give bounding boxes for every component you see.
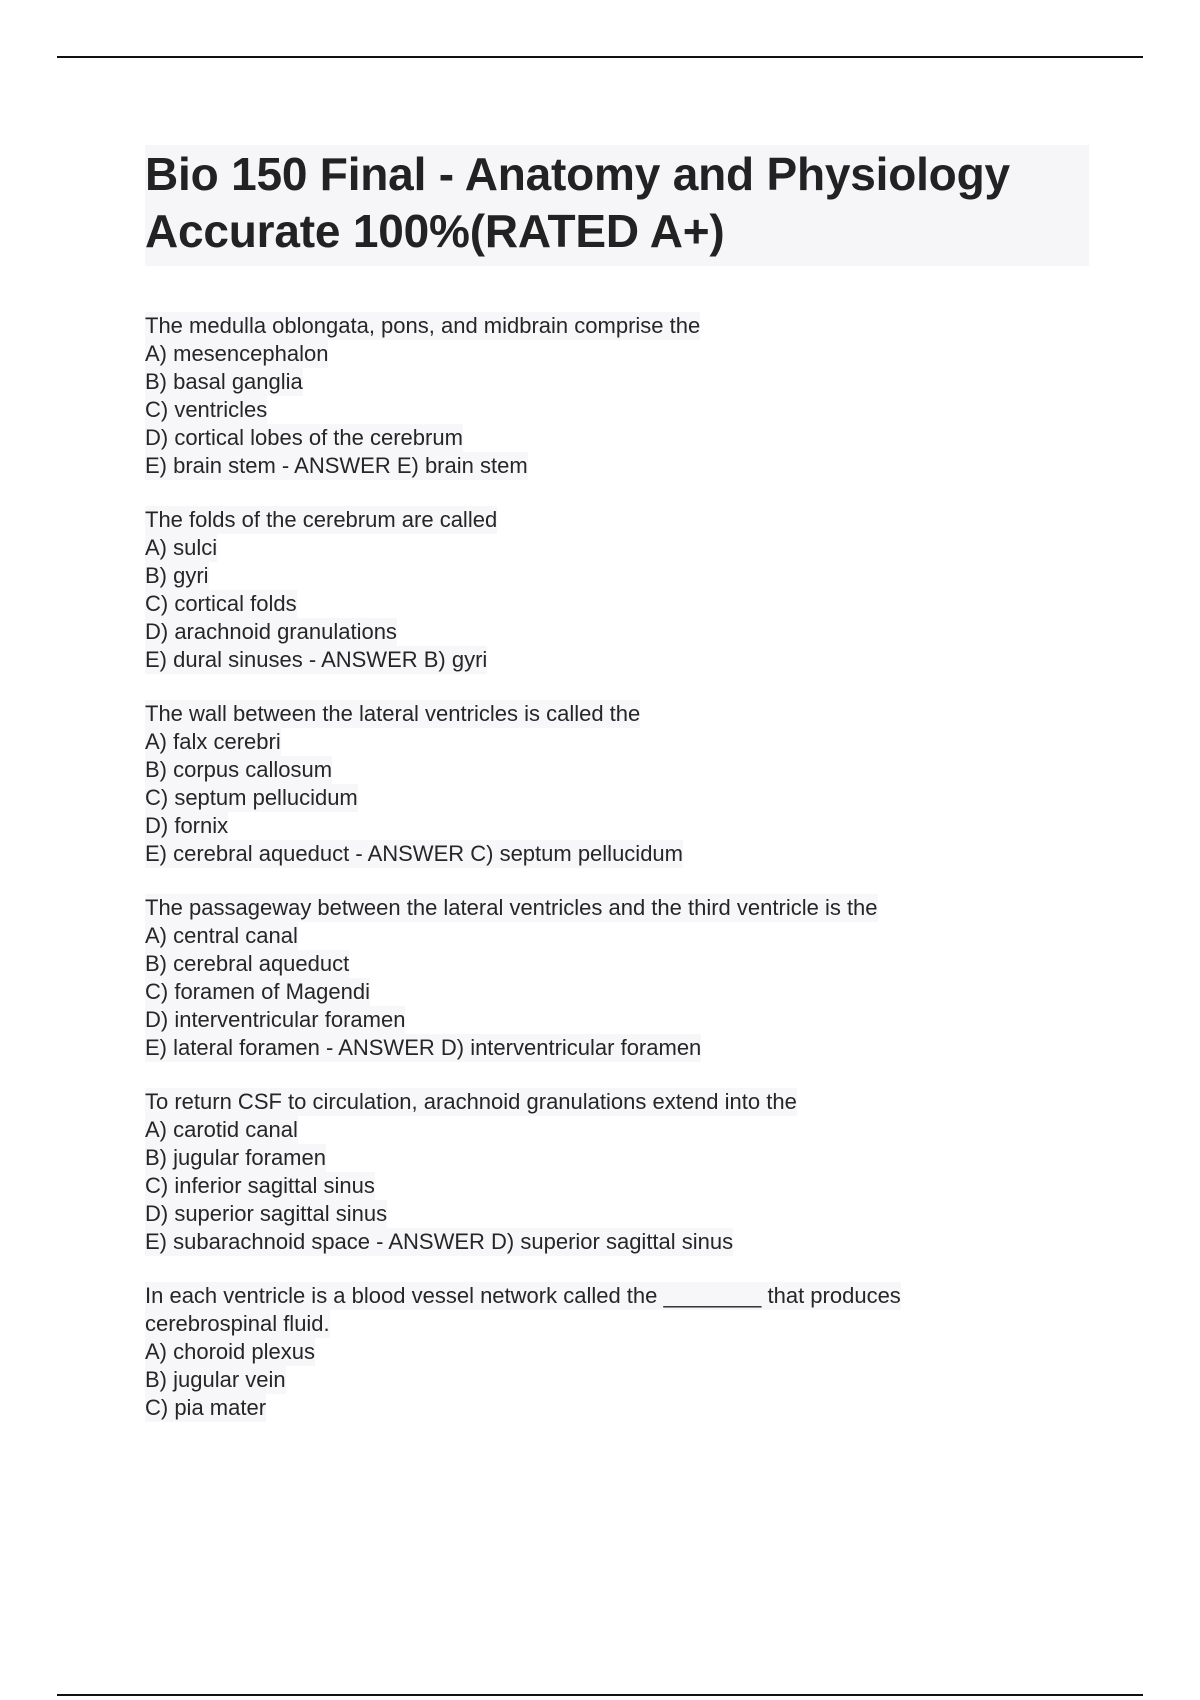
option-d: D) fornix	[145, 813, 229, 838]
option-c: C) pia mater	[145, 1395, 267, 1420]
document-title	[145, 145, 1089, 266]
option-c: C) cortical folds	[145, 591, 297, 616]
question-1	[145, 312, 1105, 480]
question-list	[145, 312, 1105, 1448]
option-a: A) choroid plexus	[145, 1339, 315, 1364]
option-b: B) gyri	[145, 563, 209, 588]
option-a: A) sulci	[145, 535, 218, 560]
question-text: The folds of the cerebrum are called	[145, 507, 498, 532]
option-d: D) cortical lobes of the cerebrum	[145, 425, 463, 450]
option-c: C) foramen of Magendi	[145, 979, 370, 1004]
question-3	[145, 700, 1105, 868]
option-b: B) jugular foramen	[145, 1145, 326, 1170]
option-b: B) basal ganglia	[145, 369, 303, 394]
question-text: The medulla oblongata, pons, and midbrain comprise the	[145, 313, 701, 338]
option-e-answer: E) brain stem - ANSWER E) brain stem	[145, 453, 528, 478]
option-b: B) corpus callosum	[145, 757, 333, 782]
question-4	[145, 894, 1105, 1062]
question-text: To return CSF to circulation, arachnoid granulations extend into the	[145, 1089, 797, 1114]
title-line-2: Accurate 100%(RATED A+)	[145, 205, 725, 257]
option-a: A) mesencephalon	[145, 341, 329, 366]
title-line-1: Bio 150 Final - Anatomy and Physiology	[145, 148, 1010, 200]
question-5	[145, 1088, 1105, 1256]
option-d: D) superior sagittal sinus	[145, 1201, 388, 1226]
option-e-answer: E) cerebral aqueduct - ANSWER C) septum pellucidum	[145, 841, 683, 866]
option-a: A) central canal	[145, 923, 298, 948]
option-e-answer: E) lateral foramen - ANSWER D) interventricular foramen	[145, 1035, 702, 1060]
question-text-continued: cerebrospinal fluid.	[145, 1311, 330, 1336]
option-c: C) inferior sagittal sinus	[145, 1173, 375, 1198]
option-c: C) ventricles	[145, 397, 268, 422]
question-2	[145, 506, 1105, 674]
question-text: The wall between the lateral ventricles is called the	[145, 701, 641, 726]
option-b: B) cerebral aqueduct	[145, 951, 350, 976]
option-b: B) jugular vein	[145, 1367, 286, 1392]
option-a: A) carotid canal	[145, 1117, 298, 1142]
option-a: A) falx cerebri	[145, 729, 281, 754]
question-6	[145, 1282, 1105, 1422]
question-text: In each ventricle is a blood vessel network called the ________ that produces	[145, 1283, 901, 1308]
bottom-divider	[57, 1694, 1143, 1696]
option-d: D) interventricular foramen	[145, 1007, 406, 1032]
top-divider	[57, 56, 1143, 58]
option-e-answer: E) dural sinuses - ANSWER B) gyri	[145, 647, 488, 672]
option-d: D) arachnoid granulations	[145, 619, 397, 644]
question-text: The passageway between the lateral ventricles and the third ventricle is the	[145, 895, 878, 920]
option-c: C) septum pellucidum	[145, 785, 358, 810]
option-e-answer: E) subarachnoid space - ANSWER D) superior sagittal sinus	[145, 1229, 734, 1254]
